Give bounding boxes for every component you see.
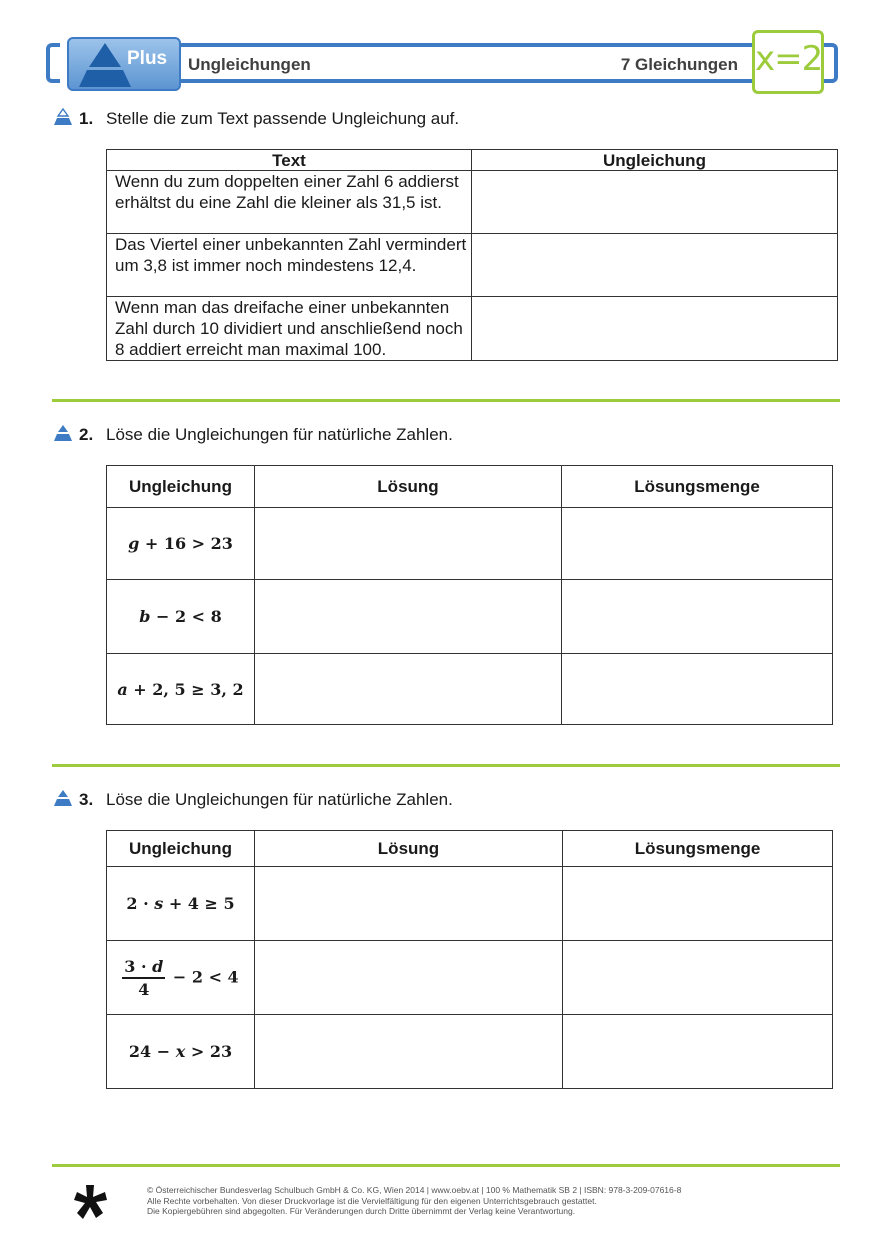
solution-set-cell[interactable] bbox=[562, 580, 833, 654]
task3-number: 3. bbox=[79, 790, 94, 809]
fraction: $\frac{3 \cdot d}{4}$ bbox=[124, 956, 164, 999]
solution-cell[interactable] bbox=[255, 941, 563, 1015]
inequality-cell: $\frac{3 \cdot d}{4}$ − 2 < 4 bbox=[107, 941, 255, 1015]
header-bracket-right bbox=[824, 43, 838, 83]
task3-instruction: Löse die Ungleichungen für natürliche Zahlen. bbox=[106, 790, 453, 809]
word-problem-text: Das Viertel einer unbekannten Zahl vermindert um 3,8 ist immer noch mindestens 12,4. bbox=[107, 234, 472, 297]
column-header-loesung: Lösung bbox=[255, 466, 562, 508]
solution-cell[interactable] bbox=[255, 654, 562, 725]
page-title: Ungleichungen bbox=[188, 55, 311, 74]
task1-instruction: Stelle die zum Text passende Ungleichung auf. bbox=[106, 109, 460, 128]
column-header-text: Text bbox=[107, 150, 472, 171]
table-row bbox=[107, 1015, 833, 1089]
answer-cell[interactable] bbox=[472, 297, 838, 361]
column-header-ungleichung: Ungleichung bbox=[107, 466, 255, 508]
solution-cell[interactable] bbox=[255, 867, 563, 941]
table-row bbox=[107, 580, 833, 654]
table-row bbox=[107, 508, 833, 580]
pyramid-outline-icon bbox=[53, 108, 73, 126]
section-divider bbox=[52, 764, 840, 767]
column-header-loesungsmenge: Lösungsmenge bbox=[563, 831, 833, 867]
table-row bbox=[107, 234, 838, 297]
task1-number: 1. bbox=[79, 109, 94, 128]
solution-set-cell[interactable] bbox=[563, 867, 833, 941]
inequality-cell: b − 2 < 8 bbox=[107, 580, 255, 654]
solution-cell[interactable] bbox=[255, 1015, 563, 1089]
chapter-title: 7 Gleichungen bbox=[620, 55, 738, 74]
solution-set-cell[interactable] bbox=[562, 654, 833, 725]
pyramid-icon bbox=[53, 424, 73, 442]
table-row bbox=[107, 171, 838, 234]
solution-cell[interactable] bbox=[255, 580, 562, 654]
x-equals-2-badge bbox=[752, 30, 824, 94]
answer-cell[interactable] bbox=[472, 234, 838, 297]
inequality-cell: 2 · s + 4 ≥ 5 bbox=[107, 867, 255, 941]
header-rule-top bbox=[180, 43, 755, 47]
inequality-cell: 24 − x > 23 bbox=[107, 1015, 255, 1089]
solution-cell[interactable] bbox=[255, 508, 562, 580]
answer-cell[interactable] bbox=[472, 171, 838, 234]
word-problem-text: Wenn man das dreifache einer unbekannten Zahl durch 10 dividiert und anschließend noch 8 addiert erreicht man maximal 100. bbox=[107, 297, 472, 361]
table-row bbox=[107, 297, 838, 361]
section-divider bbox=[52, 399, 840, 402]
task1-table bbox=[106, 149, 838, 361]
solution-set-cell[interactable] bbox=[562, 508, 833, 580]
solution-set-cell[interactable] bbox=[563, 941, 833, 1015]
task2-table bbox=[106, 465, 833, 725]
column-header-ungleichung: Ungleichung bbox=[107, 831, 255, 867]
table-row bbox=[107, 867, 833, 941]
copyright-notice: © Österreichischer Bundesverlag Schulbuch GmbH & Co. KG, Wien 2014 | www.oebv.at | 100 % Mathematik SB 2 | ISBN: 978-3-209-07616-8 Alle Rechte vorbehalten. Von dieser Druckvorlage ist die Vervielfältigung für den eigenen Unterrichtsgebrauch gestattet. Die Kopiergebühren sind abgegolten. Für Veränderungen durch Dritte übernimmt der Verlag keine Verantwortung. bbox=[147, 1185, 682, 1216]
inequality-cell: a + 2, 5 ≥ 3, 2 bbox=[107, 654, 255, 725]
logo-text: Plus bbox=[127, 48, 168, 69]
pyramid-icon bbox=[53, 789, 73, 807]
table-row bbox=[107, 654, 833, 725]
table-row bbox=[107, 941, 833, 1015]
badge-text: x=2 bbox=[755, 39, 823, 79]
plus-logo bbox=[67, 37, 181, 91]
column-header-ungleichung: Ungleichung bbox=[472, 150, 838, 171]
publisher-logo-icon bbox=[72, 1183, 112, 1223]
task2-instruction: Löse die Ungleichungen für natürliche Zahlen. bbox=[106, 425, 453, 444]
footer-divider bbox=[52, 1164, 840, 1167]
header-rule-bottom bbox=[180, 79, 755, 83]
column-header-loesungsmenge: Lösungsmenge bbox=[562, 466, 833, 508]
word-problem-text: Wenn du zum doppelten einer Zahl 6 addierst erhältst du eine Zahl die kleiner als 31,5 ist. bbox=[107, 171, 472, 234]
task3-table bbox=[106, 830, 833, 1089]
solution-set-cell[interactable] bbox=[563, 1015, 833, 1089]
header-bracket-left bbox=[46, 43, 60, 83]
task2-number: 2. bbox=[79, 425, 94, 444]
inequality-cell: g + 16 > 23 bbox=[107, 508, 255, 580]
column-header-loesung: Lösung bbox=[255, 831, 563, 867]
